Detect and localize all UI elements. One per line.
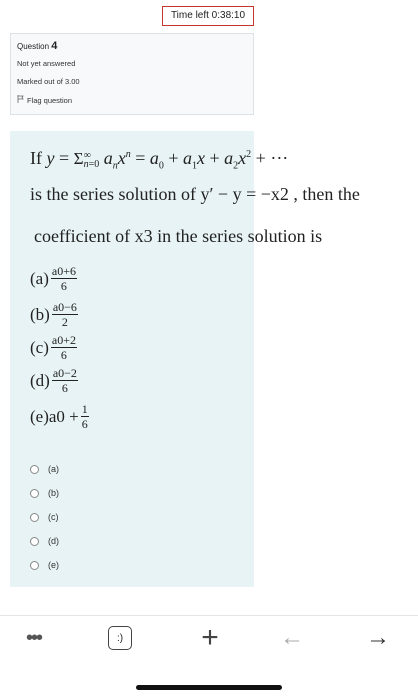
radio-button-a[interactable] (30, 465, 39, 474)
question-line-3: coefficient of x3 in the series solution is (34, 226, 323, 246)
option-c-fraction (51, 334, 77, 362)
option-e (30, 403, 89, 431)
plus-icon[interactable]: + (201, 621, 219, 654)
radio-button-c[interactable] (30, 513, 39, 522)
answer-label-a: (a) (48, 464, 59, 474)
option-b-denominator: 2 (61, 315, 68, 329)
answer-choice-d[interactable] (30, 529, 59, 553)
arrow-right-icon[interactable]: → (366, 624, 390, 651)
option-b-numerator: a0−6 (52, 300, 77, 314)
radio-button-e[interactable] (30, 561, 39, 570)
option-c-label: (c) (30, 338, 49, 357)
option-c-numerator: a0+2 (51, 333, 76, 347)
question-number-value: 4 (51, 40, 58, 52)
option-a-denominator: 6 (60, 279, 67, 293)
bottom-toolbar (0, 615, 418, 660)
flag-question-link[interactable] (17, 95, 247, 105)
option-b-fraction (52, 301, 78, 329)
question-info-panel (10, 33, 254, 115)
option-d-fraction (52, 367, 78, 395)
arrow-left-icon[interactable]: ← (280, 624, 304, 651)
answer-label-d: (d) (48, 536, 59, 546)
answer-choice-b[interactable] (30, 481, 59, 505)
question-line-2: is the series solution of y′ − y = −x2 , then the (30, 184, 360, 204)
option-a-fraction (51, 265, 77, 293)
flag-question-label: Flag question (27, 95, 73, 105)
marks-info: Marked out of 3.00 (17, 77, 80, 86)
answer-choice-e[interactable] (30, 553, 59, 577)
option-a (30, 265, 77, 293)
emoji-button[interactable]: :) (108, 626, 132, 650)
answer-choice-a[interactable] (30, 457, 59, 481)
option-c-denominator: 6 (60, 348, 67, 362)
timer-badge: Time left 0:38:10 (162, 6, 254, 26)
question-number (17, 40, 247, 52)
radio-button-d[interactable] (30, 537, 39, 546)
option-d-numerator: a0−2 (52, 366, 77, 380)
answer-status: Not yet answered (17, 59, 76, 68)
option-a-label: (a) (30, 269, 49, 288)
option-e-label: (e)a0 + (30, 407, 79, 426)
answer-label-e: (e) (48, 560, 59, 570)
more-dots-icon[interactable]: ••• (26, 626, 42, 649)
option-e-numerator: 1 (81, 402, 88, 416)
option-b-label: (b) (30, 305, 50, 324)
option-c (30, 334, 77, 362)
option-e-fraction (81, 403, 89, 431)
option-d (30, 367, 78, 395)
option-d-label: (d) (30, 371, 50, 390)
answer-choice-c[interactable] (30, 505, 59, 529)
home-indicator[interactable] (136, 685, 282, 690)
radio-button-b[interactable] (30, 489, 39, 498)
flag-icon (17, 95, 24, 105)
question-label: Question (17, 42, 50, 51)
answer-label-b: (b) (48, 488, 59, 498)
option-a-numerator: a0+6 (51, 264, 76, 278)
answer-label-c: (c) (48, 512, 59, 522)
option-e-denominator: 6 (81, 417, 88, 431)
question-line-1: If y = Σ ∞ n=0 $a_nx^n = a_0 + a_1x + a_2x^2$ + ··· (30, 148, 289, 172)
option-d-denominator: 6 (61, 381, 68, 395)
option-b (30, 301, 78, 329)
answer-choices (30, 457, 59, 577)
